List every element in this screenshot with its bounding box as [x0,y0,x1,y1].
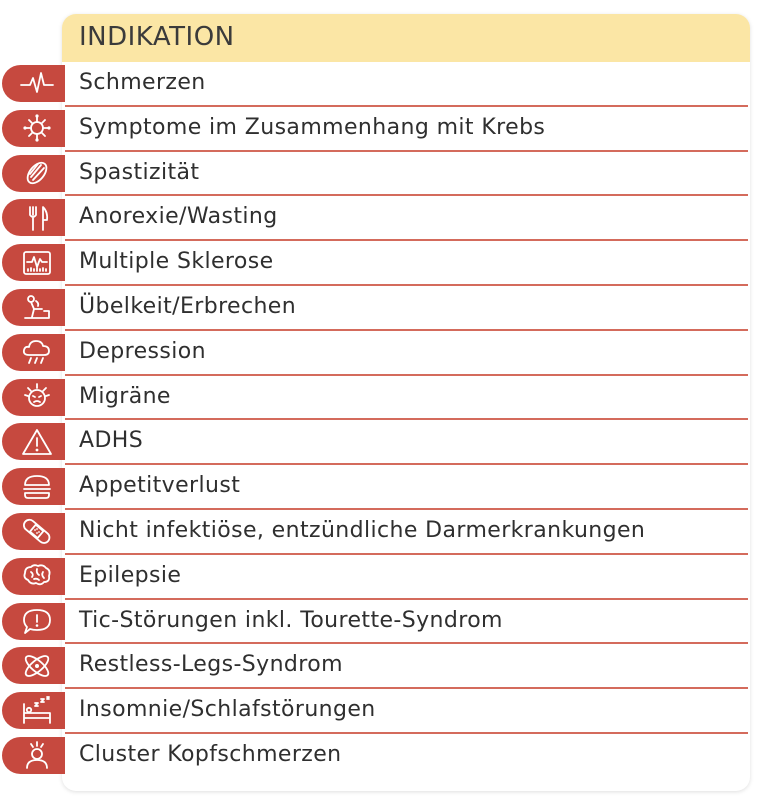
list-item-label: Epilepsie [79,562,182,588]
list-item [0,465,768,510]
atom-icon [2,647,65,684]
heartbeat-icon [2,65,65,102]
list-item-label: Depression [79,338,206,364]
warning-triangle-icon [2,423,65,460]
list-item-label: Appetitverlust [79,473,241,499]
list-item [0,62,768,107]
list-item-label: Symptome im Zusammenhang mit Krebs [79,114,546,140]
migraine-head-icon [2,379,65,416]
brain-icon [2,558,65,595]
muscle-icon [2,155,65,192]
burger-icon [2,468,65,505]
list-item-label: Migräne [79,383,171,409]
list-item [0,241,768,286]
list-item-label: ADHS [79,428,144,454]
speech-bubble-exclamation-icon [2,603,65,640]
list-item [0,734,768,779]
list-item [0,600,768,645]
list-item [0,107,768,152]
vomiting-icon [2,289,65,326]
list-item [0,376,768,421]
list-item-label: Nicht infektiöse, entzündliche Darmerkrankungen [79,517,646,543]
list-item-label: Cluster Kopfschmerzen [79,741,342,767]
fork-knife-icon [2,199,65,236]
list-item-label: Anorexie/Wasting [79,204,278,230]
list-item-label: Übelkeit/Erbrechen [79,293,297,319]
list-item-label: Multiple Sklerose [79,249,274,275]
list-item [0,689,768,734]
list-item [0,510,768,555]
list-item-label: Spastizität [79,159,200,185]
list-item-label: Restless-Legs-Syndrom [79,652,343,678]
list-item [0,555,768,600]
list-item [0,644,768,689]
list-item [0,286,768,331]
list-item [0,196,768,241]
indication-list [0,62,768,779]
list-item [0,331,768,376]
monitor-icon [2,244,65,281]
list-item [0,152,768,197]
headache-person-icon [2,737,65,774]
list-item-label: Tic-Störungen inkl. Tourette-Syndrom [79,607,503,633]
list-item-label: Insomnie/Schlafstörungen [79,697,376,723]
cancer-cell-icon [2,110,65,147]
storm-cloud-icon [2,334,65,371]
sleep-bed-icon [2,692,65,729]
list-item-label: Schmerzen [79,70,206,95]
list-item [0,420,768,465]
table-header-title: INDIKATION [79,22,235,52]
bandage-icon [2,513,65,550]
